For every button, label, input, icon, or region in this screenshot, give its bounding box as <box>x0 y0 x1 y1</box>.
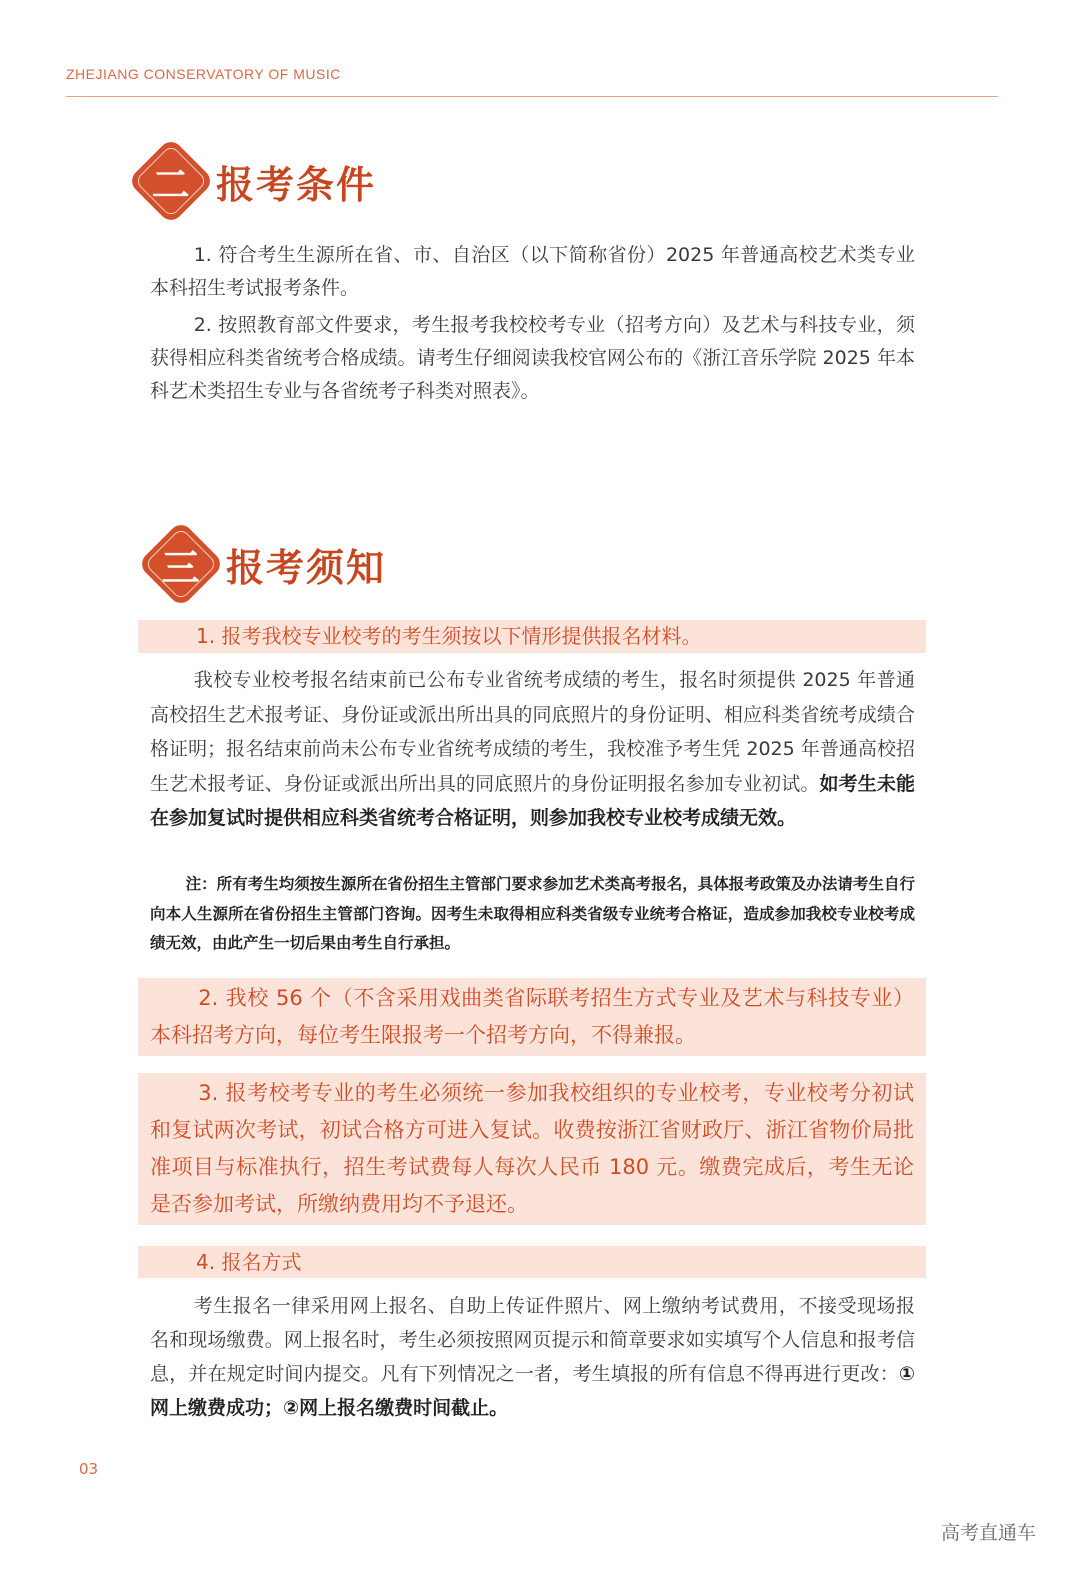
item-4-title: 4. 报名方式 <box>138 1246 926 1278</box>
paragraph: 1. 符合考生生源所在省、市、自治区（以下简称省份）2025 年普通高校艺术类专业本科招生考试报考条件。 <box>150 244 915 299</box>
header-divider <box>66 96 998 97</box>
paragraph: 我校专业校考报名结束前已公布专业省统考成绩的考生，报名时须提供 2025 年普通高校招生艺术报考证、身份证或派出所出具的同底照片的身份证明、相应科类省统考成绩合格证明；报名结束前尚未公布专业省统考成绩的考生，我校准予考生凭 2025 年普通高校招生艺术报考证、身份证或派出所出具的同底照片的身份证明报名参加专业初试。如考生未能在参加复试时提供相应科类省统考合格证明，则参加我校专业校考成绩无效。 <box>150 669 915 829</box>
item-2: 2. 我校 56 个（不含采用戏曲类省际联考招生方式专业及艺术与科技专业）本科招考方向，每位考生限报考一个招考方向，不得兼报。 <box>138 978 926 1056</box>
section-3-heading <box>138 533 386 595</box>
paragraph: 考生报名一律采用网上报名、自助上传证件照片、网上缴纳考试费用，不接受现场报名和现场缴费。网上报名时，考生必须按照网页提示和简章要求如实填写个人信息和报考信息，并在规定时间内提交。凡有下列情况之一者，考生填报的所有信息不得再进行更改：①网上缴费成功；②网上报名缴费时间截止。 <box>150 1295 915 1419</box>
section-number-badge: 二 <box>127 137 215 225</box>
watermark: 高考直通车 <box>940 1522 1036 1544</box>
section-title: 报考须知 <box>226 544 387 590</box>
note: 注：所有考生均须按生源所在省份招生主管部门要求参加艺术类高考报名，具体报考政策及办法请考生自行向本人生源所在省份招生主管部门咨询。因考生未取得相应科类省级专业统考合格证，造成参加我校专业校考成绩无效，由此产生一切后果由考生自行承担。 <box>150 875 915 952</box>
section-title: 报考条件 <box>216 161 377 207</box>
page-number: 03 <box>79 1460 99 1478</box>
section-2-heading <box>128 150 376 212</box>
school-header: ZHEJIANG CONSERVATORY OF MUSIC <box>66 66 341 82</box>
item-3: 3. 报考校考专业的考生必须统一参加我校组织的专业校考，专业校考分初试和复试两次考试，初试合格方可进入复试。收费按浙江省财政厅、浙江省物价局批准项目与标准执行，招生考试费每人每次人民币 180 元。缴费完成后，考生无论是否参加考试，所缴纳费用均不予退还。 <box>138 1073 926 1225</box>
section-number-badge: 三 <box>137 520 225 608</box>
item-1-title: 1. 报考我校专业校考的考生须按以下情形提供报名材料。 <box>138 620 926 653</box>
paragraph: 2. 按照教育部文件要求，考生报考我校校考专业（招考方向）及艺术与科技专业，须获得相应科类省统考合格成绩。请考生仔细阅读我校官网公布的《浙江音乐学院 2025 年本科艺术类招生专业与各省统考子科类对照表》。 <box>150 314 915 402</box>
